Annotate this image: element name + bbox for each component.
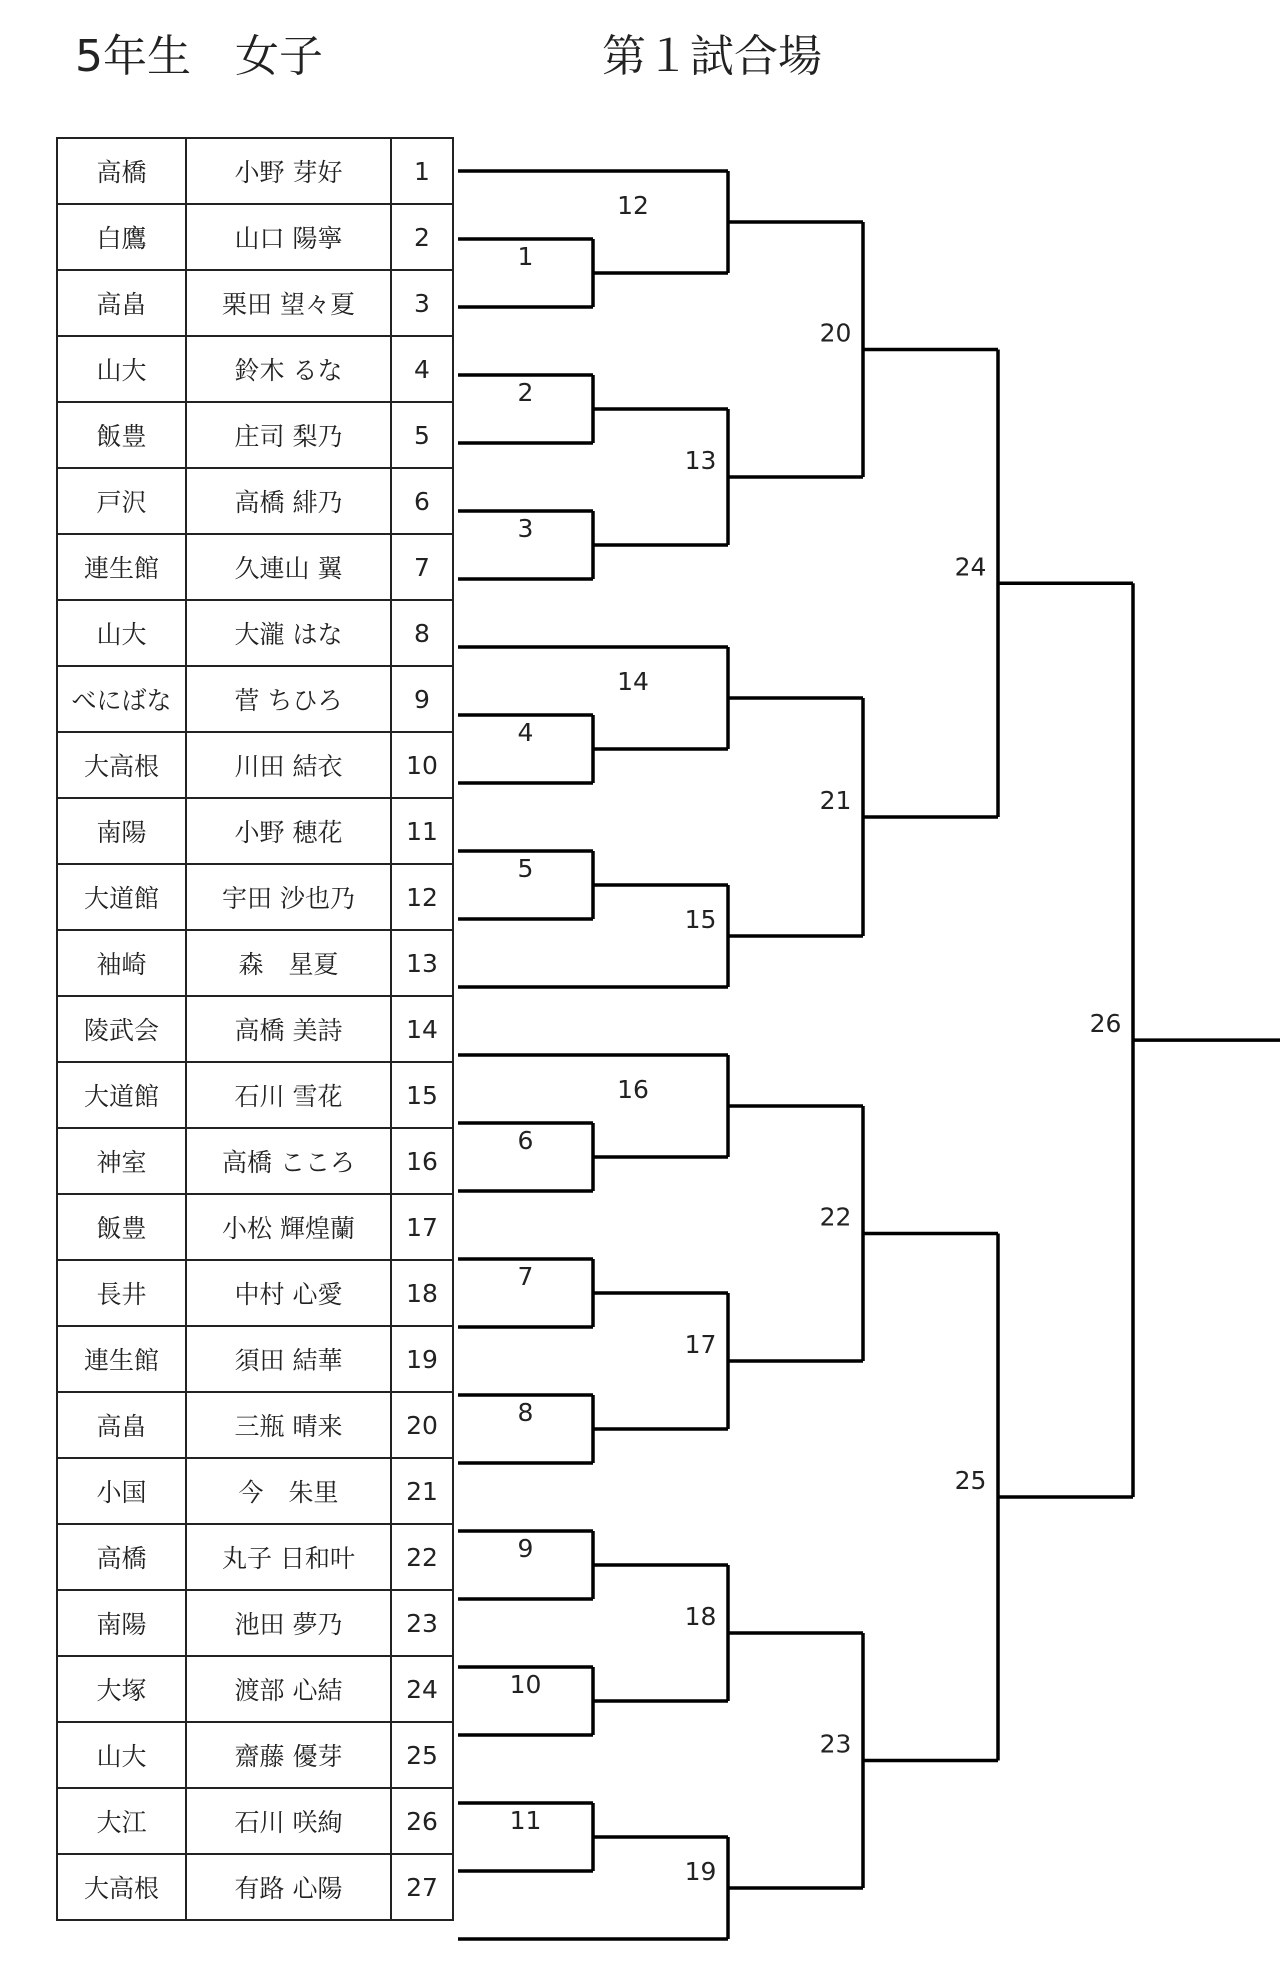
match-connector — [593, 1565, 728, 1701]
entry-club: 飯豊 — [57, 1194, 186, 1260]
match-number: 20 — [819, 318, 852, 348]
entry-player: 鈴木 るな — [186, 336, 391, 402]
match-number: 10 — [509, 1670, 542, 1699]
bracket-lines — [458, 171, 1280, 1939]
entry-player: 小野 穂花 — [186, 798, 391, 864]
entry-club: 山大 — [57, 600, 186, 666]
match-number: 12 — [617, 191, 649, 220]
entry-player: 石川 咲絢 — [186, 1788, 391, 1854]
entry-club: 高畠 — [57, 270, 186, 336]
entry-club: 連生館 — [57, 534, 186, 600]
match-connector — [728, 698, 863, 936]
entry-seed: 20 — [391, 1392, 453, 1458]
entry-seed: 8 — [391, 600, 453, 666]
match-number: 19 — [684, 1857, 717, 1886]
entry-seed: 4 — [391, 336, 453, 402]
entry-club: 高橋 — [57, 1524, 186, 1590]
entry-club: 大道館 — [57, 864, 186, 930]
entry-club: 連生館 — [57, 1326, 186, 1392]
match-number: 15 — [684, 905, 717, 934]
entry-seed: 7 — [391, 534, 453, 600]
entry-club: 小国 — [57, 1458, 186, 1524]
entry-club: べにばな — [57, 666, 186, 732]
match-number: 25 — [954, 1466, 987, 1495]
entry-player: 高橋 こころ — [186, 1128, 391, 1194]
match-number: 21 — [819, 786, 852, 815]
entry-player: 高橋 美詩 — [186, 996, 391, 1062]
entry-club: 高橋 — [57, 138, 186, 204]
entry-seed: 18 — [391, 1260, 453, 1326]
entry-player: 川田 結衣 — [186, 732, 391, 798]
match-number: 1 — [517, 242, 534, 271]
match-connector — [863, 1234, 998, 1761]
entry-seed: 22 — [391, 1524, 453, 1590]
entry-player: 庄司 梨乃 — [186, 402, 391, 468]
entry-seed: 17 — [391, 1194, 453, 1260]
match-number: 13 — [684, 446, 717, 475]
entry-club: 大道館 — [57, 1062, 186, 1128]
entry-player: 小松 輝煌蘭 — [186, 1194, 391, 1260]
match-connector — [728, 1106, 863, 1361]
entry-player: 中村 心愛 — [186, 1260, 391, 1326]
entry-seed: 27 — [391, 1854, 453, 1920]
entry-club: 大高根 — [57, 732, 186, 798]
entry-player: 森 星夏 — [186, 930, 391, 996]
entry-player: 有路 心陽 — [186, 1854, 391, 1920]
entry-club: 山大 — [57, 1722, 186, 1788]
entry-player: 池田 夢乃 — [186, 1590, 391, 1656]
entry-player: 山口 陽寧 — [186, 204, 391, 270]
entry-seed: 26 — [391, 1788, 453, 1854]
entry-club: 陵武会 — [57, 996, 186, 1062]
entry-player: 高橋 緋乃 — [186, 468, 391, 534]
match-connector — [593, 1293, 728, 1429]
match-number: 2 — [517, 378, 534, 407]
match-connector — [998, 583, 1133, 1497]
entry-club: 南陽 — [57, 798, 186, 864]
match-number: 26 — [1089, 1009, 1122, 1039]
entry-seed: 10 — [391, 732, 453, 798]
entry-seed: 2 — [391, 204, 453, 270]
entry-player: 三瓶 晴来 — [186, 1392, 391, 1458]
entry-player: 渡部 心結 — [186, 1656, 391, 1722]
entry-seed: 12 — [391, 864, 453, 930]
entry-seed: 13 — [391, 930, 453, 996]
division-title: 5年生 女子 — [75, 31, 323, 82]
match-number: 16 — [617, 1075, 649, 1104]
entry-player: 菅 ちひろ — [186, 666, 391, 732]
match-number: 22 — [819, 1202, 852, 1232]
entry-seed: 25 — [391, 1722, 453, 1788]
venue-title: 第１試合場 — [602, 31, 822, 82]
entry-club: 南陽 — [57, 1590, 186, 1656]
entry-seed: 1 — [391, 138, 453, 204]
entry-player: 石川 雪花 — [186, 1062, 391, 1128]
entry-club: 袖崎 — [57, 930, 186, 996]
match-connector — [728, 1633, 863, 1888]
match-number: 5 — [517, 854, 534, 883]
entry-seed: 9 — [391, 666, 453, 732]
entry-player: 栗田 望々夏 — [186, 270, 391, 336]
entry-club: 白鷹 — [57, 204, 186, 270]
entry-club: 高畠 — [57, 1392, 186, 1458]
match-connector — [863, 350, 998, 818]
entry-club: 飯豊 — [57, 402, 186, 468]
entry-seed: 14 — [391, 996, 453, 1062]
entry-club: 大高根 — [57, 1854, 186, 1920]
match-connector — [593, 409, 728, 545]
entry-player: 久連山 翼 — [186, 534, 391, 600]
entry-club: 戸沢 — [57, 468, 186, 534]
entry-seed: 11 — [391, 798, 453, 864]
match-number: 24 — [954, 552, 987, 582]
match-number: 9 — [517, 1534, 534, 1563]
entry-seed: 15 — [391, 1062, 453, 1128]
entry-seed: 23 — [391, 1590, 453, 1656]
entry-club: 大江 — [57, 1788, 186, 1854]
match-number: 7 — [517, 1262, 534, 1291]
entry-club: 山大 — [57, 336, 186, 402]
entry-player: 大瀧 はな — [186, 600, 391, 666]
entry-seed: 3 — [391, 270, 453, 336]
entry-player: 丸子 日和叶 — [186, 1524, 391, 1590]
entry-club: 大塚 — [57, 1656, 186, 1722]
entry-seed: 5 — [391, 402, 453, 468]
entry-club: 長井 — [57, 1260, 186, 1326]
match-connector — [728, 222, 863, 477]
entry-player: 須田 結華 — [186, 1326, 391, 1392]
entry-seed: 6 — [391, 468, 453, 534]
entry-club: 神室 — [57, 1128, 186, 1194]
match-number: 14 — [617, 667, 649, 696]
entry-player: 齋藤 優芽 — [186, 1722, 391, 1788]
match-number: 18 — [684, 1602, 717, 1631]
entry-seed: 21 — [391, 1458, 453, 1524]
match-number: 11 — [509, 1806, 542, 1835]
match-number: 3 — [517, 514, 534, 543]
entry-player: 宇田 沙也乃 — [186, 864, 391, 930]
match-number: 8 — [517, 1398, 534, 1427]
entry-player: 今 朱里 — [186, 1458, 391, 1524]
entry-seed: 16 — [391, 1128, 453, 1194]
match-number: 17 — [684, 1330, 717, 1359]
match-number: 23 — [819, 1729, 852, 1759]
match-number: 6 — [517, 1126, 534, 1155]
entry-player: 小野 芽好 — [186, 138, 391, 204]
match-number: 4 — [517, 718, 534, 747]
entry-seed: 19 — [391, 1326, 453, 1392]
entry-seed: 24 — [391, 1656, 453, 1722]
